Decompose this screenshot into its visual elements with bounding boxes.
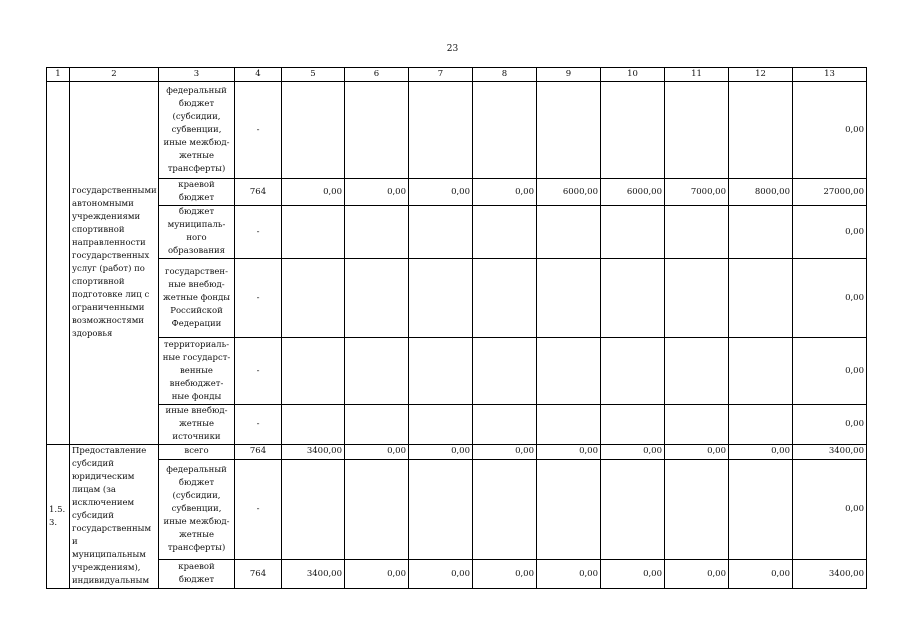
year-value: [665, 206, 729, 259]
year-value: [282, 459, 345, 560]
item-number: [47, 82, 70, 445]
year-value: [282, 82, 345, 179]
year-value: 0,00: [729, 445, 793, 460]
year-value: 0,00: [473, 179, 537, 206]
table-row: [47, 82, 867, 179]
table-row: [47, 338, 867, 405]
funding-source: иные внебюд- жетные источники: [159, 405, 235, 445]
year-value: [473, 82, 537, 179]
header-cell: 11: [665, 68, 729, 82]
header-cell: 4: [235, 68, 282, 82]
header-cell: 7: [409, 68, 473, 82]
budget-code: -: [235, 405, 282, 445]
year-value: [665, 82, 729, 179]
year-value: [409, 405, 473, 445]
year-value: [601, 459, 665, 560]
year-value: [345, 459, 409, 560]
funding-source: всего: [159, 445, 235, 460]
year-value: 3400,00: [282, 560, 345, 589]
year-value: [729, 338, 793, 405]
table-row: [47, 459, 867, 560]
budget-code: -: [235, 259, 282, 338]
year-value: [473, 338, 537, 405]
year-value: [665, 405, 729, 445]
year-value: 0,00: [345, 179, 409, 206]
year-value: [282, 259, 345, 338]
header-row: [47, 68, 867, 82]
year-value: 0,00: [537, 560, 601, 589]
year-value: [473, 206, 537, 259]
year-value: [601, 206, 665, 259]
year-value: [601, 259, 665, 338]
year-value: [473, 405, 537, 445]
total-value: 0,00: [793, 338, 867, 405]
year-value: 6000,00: [601, 179, 665, 206]
table-row: [47, 259, 867, 338]
year-value: [282, 338, 345, 405]
year-value: [665, 459, 729, 560]
year-value: 8000,00: [729, 179, 793, 206]
total-value: 27000,00: [793, 179, 867, 206]
year-value: [537, 405, 601, 445]
year-value: [665, 338, 729, 405]
header-cell: 9: [537, 68, 601, 82]
funding-source: бюджет муниципаль- ного образования: [159, 206, 235, 259]
year-value: [345, 338, 409, 405]
table-row: [47, 560, 867, 589]
year-value: [409, 206, 473, 259]
year-value: [601, 405, 665, 445]
total-value: 3400,00: [793, 445, 867, 460]
year-value: 0,00: [409, 560, 473, 589]
year-value: 0,00: [665, 445, 729, 460]
year-value: 0,00: [473, 445, 537, 460]
year-value: [345, 405, 409, 445]
year-value: 0,00: [601, 560, 665, 589]
budget-table: [46, 67, 867, 589]
year-value: [729, 206, 793, 259]
funding-source: краевой бюджет: [159, 560, 235, 589]
budget-code: -: [235, 82, 282, 179]
year-value: 7000,00: [665, 179, 729, 206]
year-value: [537, 206, 601, 259]
funding-source: территориаль- ные государст- венные внебюджет- ные фонды: [159, 338, 235, 405]
year-value: [729, 82, 793, 179]
year-value: [537, 82, 601, 179]
funding-source: государствен- ные внебюд- жетные фонды Российской Федерации: [159, 259, 235, 338]
item-number: 1.5. 3.: [47, 445, 70, 589]
year-value: 6000,00: [537, 179, 601, 206]
table-row: [47, 405, 867, 445]
header-cell: 6: [345, 68, 409, 82]
year-value: [665, 259, 729, 338]
year-value: 0,00: [282, 179, 345, 206]
funding-source: федеральный бюджет (субсидии, субвенции, иные межбюд- жетные трансферты): [159, 82, 235, 179]
year-value: 0,00: [473, 560, 537, 589]
year-value: [473, 459, 537, 560]
year-value: [537, 459, 601, 560]
year-value: 0,00: [601, 445, 665, 460]
item-name: государственными автономными учреждениями спортивной направленности государственных услуг (работ) по спортивной подготовке лиц с ограниченными возможностями здоровья: [70, 82, 159, 445]
budget-code: -: [235, 338, 282, 405]
total-value: 0,00: [793, 259, 867, 338]
header-cell: 2: [70, 68, 159, 82]
year-value: 0,00: [409, 445, 473, 460]
table-row: [47, 206, 867, 259]
year-value: [601, 82, 665, 179]
year-value: [409, 259, 473, 338]
table-row: [47, 179, 867, 206]
header-cell: 12: [729, 68, 793, 82]
budget-code: 764: [235, 560, 282, 589]
header-cell: 10: [601, 68, 665, 82]
table-body: [47, 68, 867, 589]
year-value: [537, 338, 601, 405]
total-value: 3400,00: [793, 560, 867, 589]
funding-source: федеральный бюджет (субсидии, субвенции, иные межбюд- жетные трансферты): [159, 459, 235, 560]
table-row: [47, 445, 867, 460]
year-value: [282, 405, 345, 445]
year-value: 0,00: [345, 560, 409, 589]
year-value: [409, 82, 473, 179]
year-value: [729, 459, 793, 560]
year-value: [345, 259, 409, 338]
year-value: 0,00: [729, 560, 793, 589]
funding-source: краевой бюджет: [159, 179, 235, 206]
header-cell: 1: [47, 68, 70, 82]
item-name: Предоставление субсидий юридическим лицам (за исключением субсидий государственным и муниципальным учреждениям), индивидуальным: [70, 445, 159, 589]
year-value: 0,00: [409, 179, 473, 206]
header-cell: 13: [793, 68, 867, 82]
year-value: [729, 259, 793, 338]
year-value: [409, 459, 473, 560]
budget-code: -: [235, 459, 282, 560]
total-value: 0,00: [793, 459, 867, 560]
page-number: 23: [446, 44, 459, 54]
year-value: [601, 338, 665, 405]
year-value: [729, 405, 793, 445]
total-value: 0,00: [793, 405, 867, 445]
total-value: 0,00: [793, 82, 867, 179]
year-value: [537, 259, 601, 338]
budget-code: 764: [235, 445, 282, 460]
year-value: 3400,00: [282, 445, 345, 460]
header-cell: 8: [473, 68, 537, 82]
year-value: 0,00: [665, 560, 729, 589]
total-value: 0,00: [793, 206, 867, 259]
year-value: 0,00: [345, 445, 409, 460]
year-value: [345, 82, 409, 179]
year-value: 0,00: [537, 445, 601, 460]
budget-code: -: [235, 206, 282, 259]
year-value: [345, 206, 409, 259]
year-value: [282, 206, 345, 259]
budget-code: 764: [235, 179, 282, 206]
year-value: [409, 338, 473, 405]
year-value: [473, 259, 537, 338]
header-cell: 5: [282, 68, 345, 82]
header-cell: 3: [159, 68, 235, 82]
